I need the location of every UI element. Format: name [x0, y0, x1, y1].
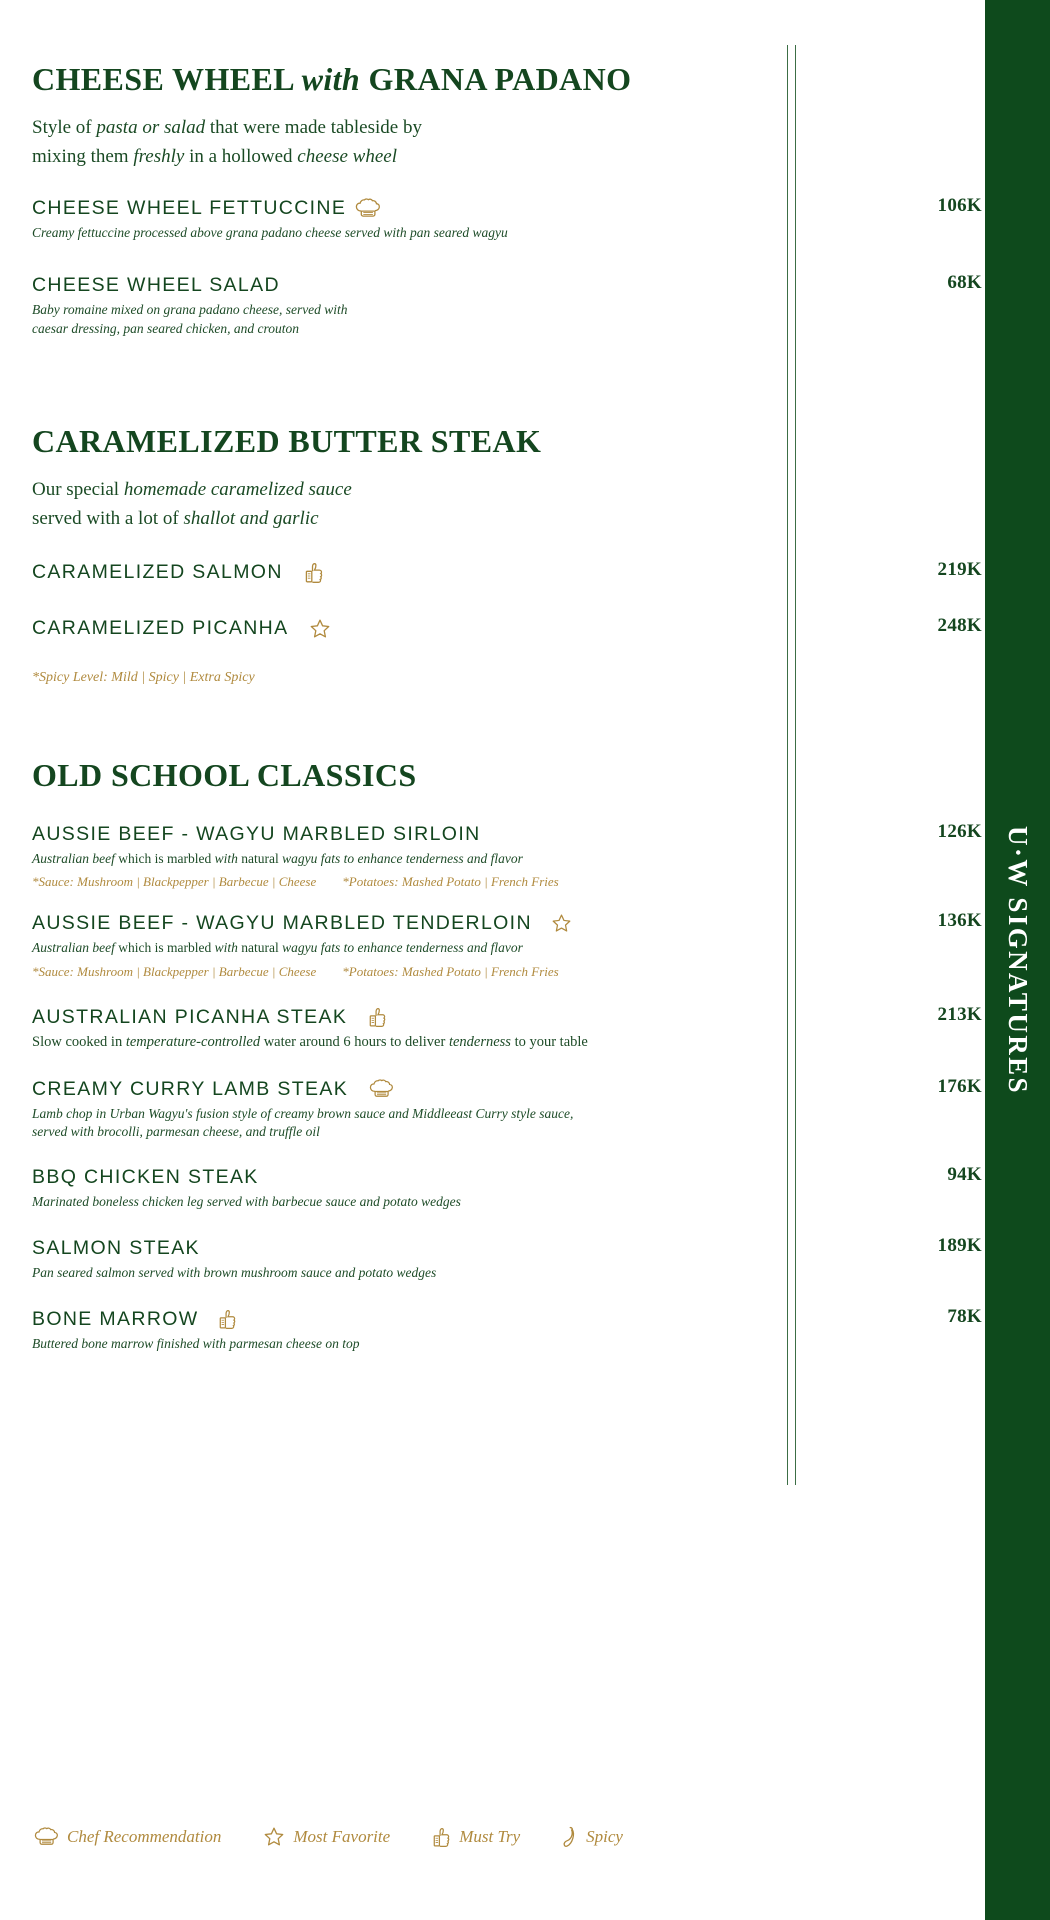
- menu-item[interactable]: [32, 910, 982, 979]
- legend-item-chef-recommendation: [34, 1827, 221, 1848]
- star-icon: [263, 1826, 285, 1848]
- item-name: CARAMELIZED SALMON: [32, 561, 732, 584]
- item-description: Creamy fettuccine processed above grana padano cheese served with pan seared wagyu: [32, 225, 508, 241]
- item-options: *Sauce: Mushroom | Blackpepper | Barbecue | Cheese *Potatoes: Mashed Potato | French Fries: [32, 874, 559, 890]
- item-price: 106K: [937, 195, 982, 217]
- item-price: 78K: [947, 1306, 982, 1328]
- menu-item[interactable]: [32, 272, 982, 337]
- menu-item[interactable]: [32, 1003, 982, 1053]
- star-icon: [551, 913, 572, 934]
- legend-item-spicy: [562, 1826, 623, 1848]
- item-description: Australian beef which is marbled with natural wagyu fats to enhance tenderness and flavor: [32, 940, 523, 956]
- legend-label: Spicy: [586, 1827, 623, 1846]
- chef-hat-icon: [355, 198, 381, 220]
- section-title: CARAMELIZED BUTTER STEAK: [32, 422, 542, 459]
- item-price: 136K: [937, 910, 982, 932]
- item-description: Baby romaine mixed on grana padano cheese, served with caesar dressing, pan seared chicken, and crouton: [32, 302, 348, 336]
- chef-hat-icon: [34, 1827, 59, 1848]
- item-options: *Sauce: Mushroom | Blackpepper | Barbecue | Cheese *Potatoes: Mashed Potato | French Fries: [32, 963, 559, 979]
- item-price: 94K: [947, 1163, 982, 1185]
- legend-item-must-try: [432, 1827, 520, 1848]
- item-name: CHEESE WHEEL SALAD: [32, 274, 280, 297]
- legend: [34, 1826, 665, 1848]
- section-cheese-wheel: [32, 61, 982, 338]
- star-icon: [309, 618, 331, 640]
- section-old-school-classics: [32, 757, 982, 1353]
- menu-content: [32, 61, 982, 1353]
- item-name: AUSTRALIAN PICANHA STEAK: [32, 1006, 732, 1029]
- chef-hat-icon: [369, 1079, 394, 1100]
- section-subtitle: [32, 114, 732, 171]
- item-name: CHEESE WHEEL FETTUCCINE: [32, 197, 732, 220]
- section-subtitle: [32, 476, 732, 533]
- section-title: OLD SCHOOL CLASSICS: [32, 757, 417, 794]
- item-description: Australian beef which is marbled with natural wagyu fats to enhance tenderness and flavor: [32, 851, 523, 867]
- item-price: 213K: [937, 1003, 982, 1025]
- item-description: Buttered bone marrow finished with parmesan cheese on top: [32, 1336, 360, 1352]
- subtitle-line-1: Our special homemade caramelized sauce: [32, 479, 352, 501]
- price-column-divider-outer: [787, 45, 788, 1485]
- legend-item-most-favorite: [263, 1826, 390, 1848]
- menu-item[interactable]: [32, 1163, 982, 1211]
- item-description: Lamb chop in Urban Wagyu's fusion style of creamy brown sauce and Middleeast Curry style sauce, served with brocolli, parmesan cheese, and truffle oil: [32, 1106, 574, 1140]
- section-caramelized-butter-steak: [32, 422, 982, 686]
- menu-item[interactable]: [32, 195, 982, 242]
- item-name: AUSSIE BEEF - WAGYU MARBLED TENDERLOIN: [32, 912, 732, 935]
- item-price: 68K: [947, 272, 982, 294]
- item-name: BBQ CHICKEN STEAK: [32, 1165, 259, 1188]
- menu-item[interactable]: [32, 559, 982, 584]
- signature-band-label: U·W SIGNATURES: [1003, 825, 1034, 1095]
- menu-item[interactable]: [32, 1234, 982, 1282]
- spicy-level-note: *Spicy Level: Mild | Spicy | Extra Spicy: [32, 670, 255, 686]
- item-description: Pan seared salmon served with brown mushroom sauce and potato wedges: [32, 1264, 437, 1280]
- item-name: CREAMY CURRY LAMB STEAK: [32, 1078, 732, 1101]
- item-name: CARAMELIZED PICANHA: [32, 617, 732, 640]
- signature-band: [985, 0, 1050, 1920]
- menu-item[interactable]: [32, 1076, 982, 1141]
- subtitle-line-2: served with a lot of shallot and garlic: [32, 507, 319, 529]
- item-price: 126K: [937, 821, 982, 843]
- legend-label: Must Try: [459, 1827, 521, 1846]
- thumbs-up-icon: [432, 1827, 451, 1848]
- item-name: SALMON STEAK: [32, 1236, 200, 1259]
- legend-label: Most Favorite: [293, 1827, 391, 1846]
- thumbs-up-icon: [304, 562, 324, 584]
- subtitle-line-1: Style of pasta or salad that were made tableside by: [32, 117, 422, 139]
- menu-item[interactable]: [32, 821, 982, 890]
- menu-item[interactable]: [32, 1306, 982, 1353]
- item-price: 176K: [937, 1076, 982, 1098]
- price-column-divider-inner: [795, 45, 796, 1485]
- item-description: Slow cooked in temperature-controlled water around 6 hours to deliver tenderness to your table: [32, 1033, 588, 1050]
- menu-item[interactable]: [32, 615, 982, 640]
- item-price: 189K: [937, 1234, 982, 1256]
- thumbs-up-icon: [368, 1007, 387, 1028]
- chili-icon: [562, 1826, 578, 1848]
- item-price: 248K: [937, 615, 982, 637]
- item-price: 219K: [937, 559, 982, 581]
- item-name: AUSSIE BEEF - WAGYU MARBLED SIRLOIN: [32, 823, 481, 846]
- legend-label: Chef Recommendation: [67, 1827, 222, 1846]
- item-name: BONE MARROW: [32, 1308, 732, 1331]
- subtitle-line-2: mixing them freshly in a hollowed cheese wheel: [32, 145, 397, 167]
- section-title: CHEESE WHEEL with GRANA PADANO: [32, 61, 632, 97]
- item-description: Marinated boneless chicken leg served with barbecue sauce and potato wedges: [32, 1193, 461, 1209]
- thumbs-up-icon: [218, 1309, 237, 1330]
